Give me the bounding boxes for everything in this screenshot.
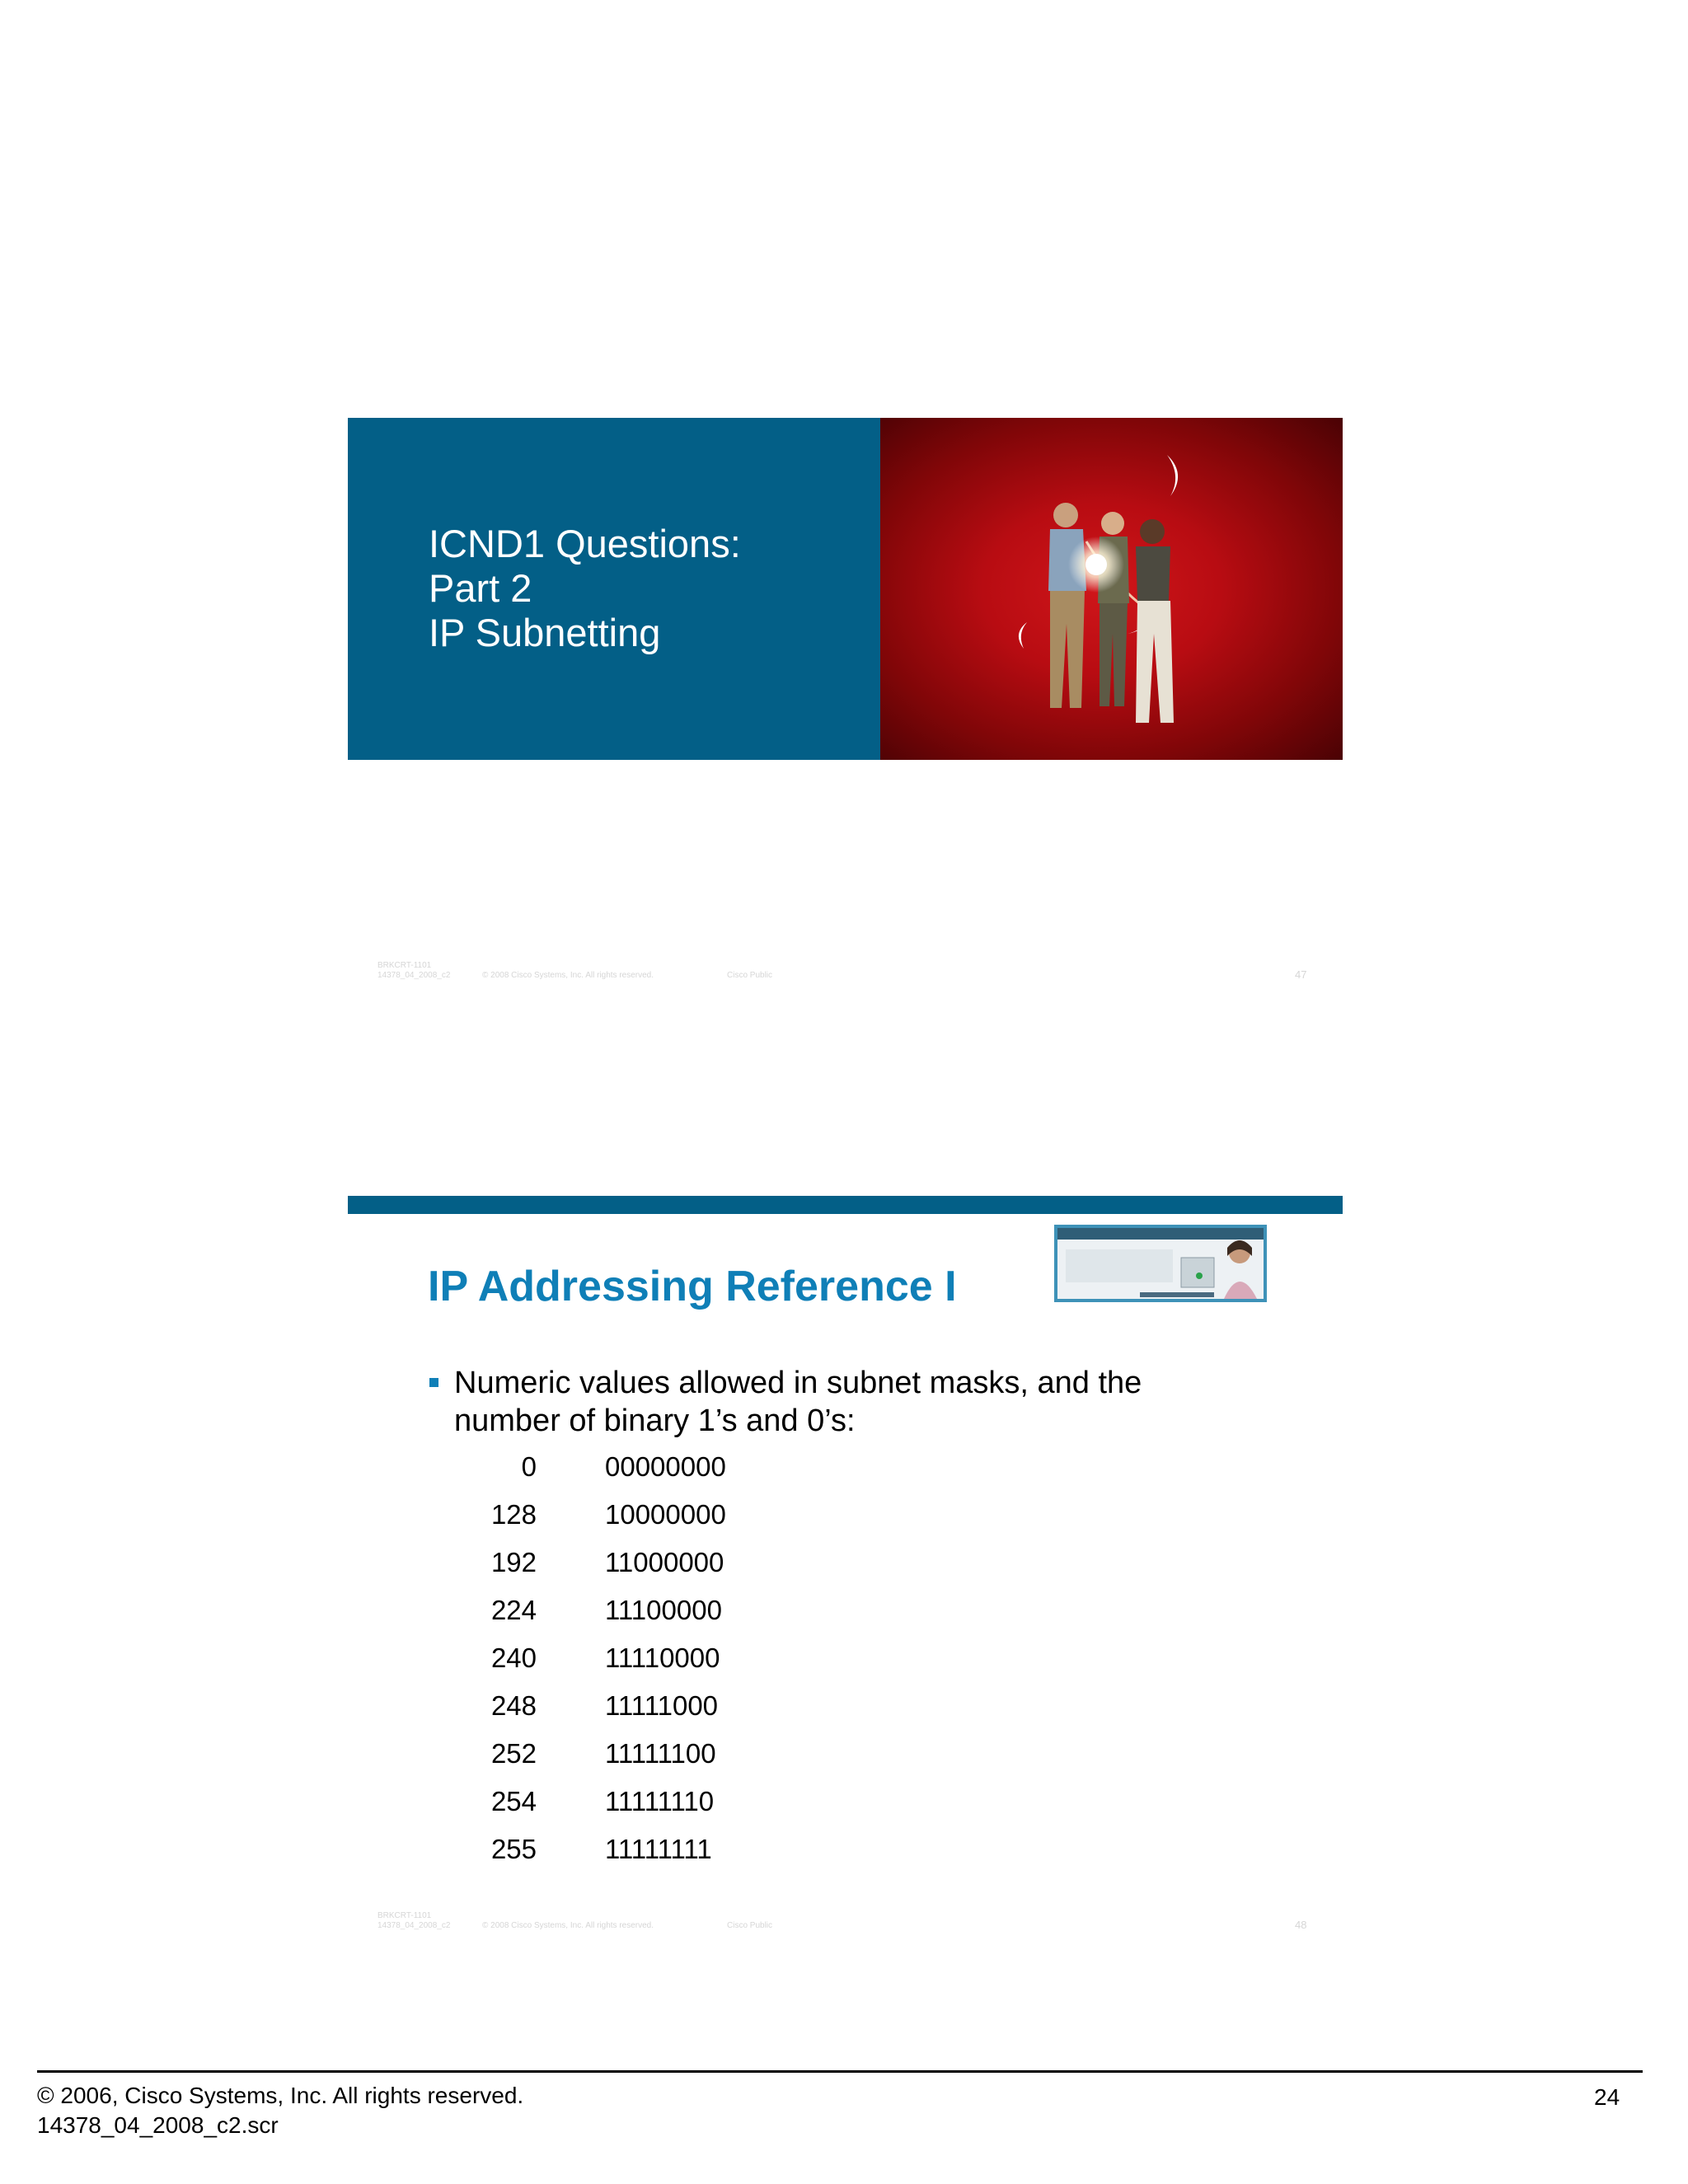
binary-value: 11100000 bbox=[605, 1595, 722, 1625]
binary-value: 11111110 bbox=[605, 1786, 715, 1816]
binary-value: 11111000 bbox=[605, 1690, 719, 1721]
binary-value: 11110000 bbox=[605, 1643, 720, 1673]
binary-value: 10000000 bbox=[605, 1499, 726, 1530]
slide-title: IP Addressing Reference I bbox=[428, 1263, 957, 1310]
slide-copyright: © 2008 Cisco Systems, Inc. All rights reserved. bbox=[482, 1921, 654, 1930]
slide-47 bbox=[348, 418, 1343, 760]
slide-title bbox=[429, 522, 741, 655]
table-row bbox=[462, 1786, 791, 1819]
decimal-value: 255 bbox=[490, 1834, 537, 1864]
binary-value: 00000000 bbox=[605, 1451, 726, 1482]
page-copyright: © 2006, Cisco Systems, Inc. All rights reserved. bbox=[37, 2083, 524, 2108]
header-bar bbox=[348, 1196, 1343, 1214]
header-photo bbox=[1054, 1225, 1267, 1302]
table-row bbox=[462, 1451, 791, 1484]
binary-value: 11111111 bbox=[605, 1834, 712, 1864]
slide-code bbox=[377, 961, 450, 981]
table-row bbox=[462, 1690, 791, 1723]
binary-value: 11111100 bbox=[605, 1738, 716, 1769]
table-row bbox=[462, 1547, 791, 1580]
table-row bbox=[462, 1499, 791, 1532]
decimal-value: 192 bbox=[490, 1547, 537, 1577]
binary-value: 11000000 bbox=[605, 1547, 724, 1577]
people-photo bbox=[880, 418, 1343, 760]
page-filename: 14378_04_2008_c2.scr bbox=[37, 2112, 279, 2138]
slide-code-line: BRKCRT-1101 bbox=[377, 1911, 432, 1920]
title-panel bbox=[348, 418, 880, 760]
decimal-value: 240 bbox=[490, 1643, 537, 1673]
slide-code-line: 14378_04_2008_c2 bbox=[377, 971, 451, 980]
slide-title-line: ICND1 Questions: bbox=[429, 522, 741, 565]
bullet-icon bbox=[429, 1378, 438, 1387]
decimal-value: 0 bbox=[521, 1451, 537, 1482]
decimal-value: 248 bbox=[490, 1690, 537, 1721]
decimal-value: 128 bbox=[490, 1499, 537, 1530]
slide-classification: Cisco Public bbox=[727, 1921, 773, 1930]
decimal-value: 252 bbox=[490, 1738, 537, 1769]
slide-number: 47 bbox=[1295, 968, 1307, 981]
footer-rule bbox=[37, 2070, 1643, 2073]
slide-code-line: 14378_04_2008_c2 bbox=[377, 1921, 451, 1930]
table-row bbox=[462, 1643, 791, 1675]
decimal-value: 254 bbox=[490, 1786, 537, 1816]
slide-copyright: © 2008 Cisco Systems, Inc. All rights reserved. bbox=[482, 971, 654, 980]
slide-code-line: BRKCRT-1101 bbox=[377, 961, 432, 970]
slide-code bbox=[377, 1911, 450, 1931]
table-row bbox=[462, 1834, 791, 1867]
slide-classification: Cisco Public bbox=[727, 971, 773, 980]
slide-title-line: Part 2 bbox=[429, 566, 532, 610]
slide-47-footer bbox=[377, 961, 1334, 986]
table-row bbox=[462, 1738, 791, 1771]
page-number: 24 bbox=[1594, 2084, 1620, 2110]
slide-title-line: IP Subnetting bbox=[429, 611, 661, 654]
slide-number: 48 bbox=[1295, 1919, 1307, 1931]
table-row bbox=[462, 1595, 791, 1628]
bullet-text: Numeric values allowed in subnet masks, and the number of binary 1’s and 0’s: bbox=[454, 1366, 1142, 1438]
decimal-value: 224 bbox=[490, 1595, 537, 1625]
slide-48-footer bbox=[377, 1911, 1334, 1936]
